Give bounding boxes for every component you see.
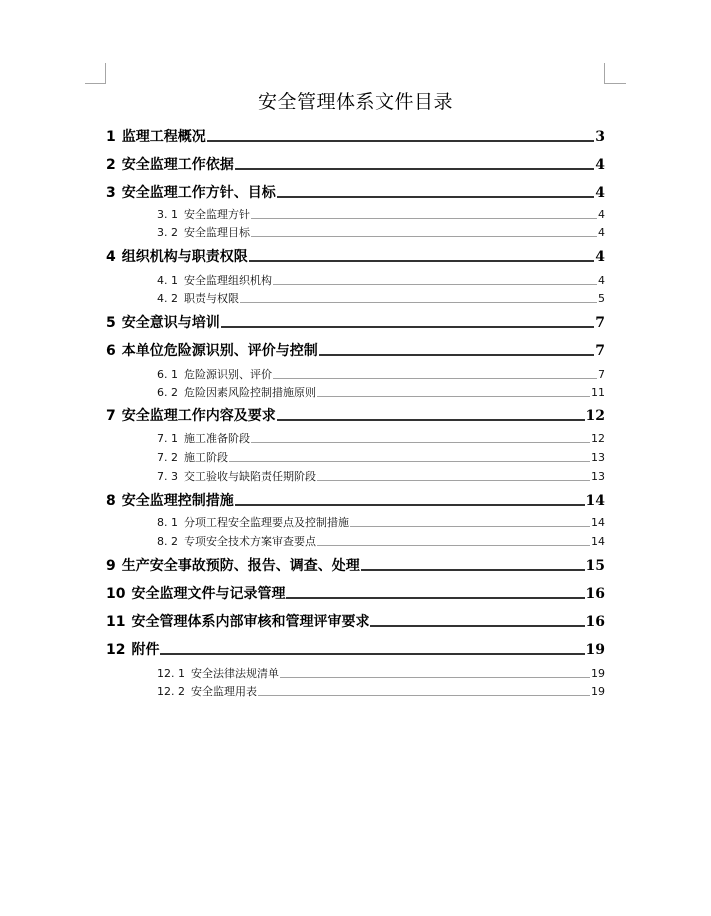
page-title: 安全管理体系文件目录: [257, 91, 453, 113]
dot-leader: [251, 442, 590, 443]
toc-entry-page-number[interactable]: 4: [595, 185, 605, 201]
toc-entry-label[interactable]: 本单位危险源识别、评价与控制: [121, 343, 318, 359]
toc-entry-level1[interactable]: [106, 406, 605, 426]
toc-entry-level2[interactable]: [157, 225, 605, 241]
toc-entry-number: 12. 1: [157, 667, 185, 680]
toc-entry-page-number[interactable]: 4: [598, 274, 605, 287]
toc-entry-number: 4: [106, 249, 116, 265]
toc-entry-page-number[interactable]: 7: [595, 315, 605, 331]
toc-entry-level2[interactable]: [157, 534, 605, 550]
dot-leader: [317, 396, 590, 397]
dot-leader: [160, 653, 584, 655]
toc-entry-label[interactable]: 专项安全技术方案审查要点: [184, 535, 316, 548]
toc-entry-number: 8. 2: [157, 535, 178, 548]
toc-entry-number: 12: [106, 642, 126, 658]
toc-entry-page-number[interactable]: 13: [591, 451, 605, 464]
toc-entry-number: 3. 1: [157, 208, 178, 221]
toc-entry-level2[interactable]: [157, 469, 605, 485]
toc-entry-label[interactable]: 组织机构与职责权限: [121, 249, 248, 265]
toc-entry-level2[interactable]: [157, 273, 605, 289]
toc-entry-label[interactable]: 安全监理工作依据: [121, 157, 234, 173]
toc-entry-level1[interactable]: [106, 341, 605, 361]
toc-entry-page-number[interactable]: 7: [598, 368, 605, 381]
dot-leader: [273, 378, 597, 379]
toc-entry-number: 6. 1: [157, 368, 178, 381]
toc-entry-level2[interactable]: [157, 367, 605, 383]
toc-entry-label[interactable]: 安全监理方针: [184, 208, 250, 221]
toc-entry-label[interactable]: 安全监理工作内容及要求: [121, 408, 276, 424]
toc-entry-page-number[interactable]: 16: [585, 586, 605, 602]
dot-leader: [317, 545, 590, 546]
toc-entry-page-number[interactable]: 4: [598, 208, 605, 221]
toc-entry-label[interactable]: 安全监理用表: [191, 685, 257, 698]
toc-entry-page-number[interactable]: 7: [595, 343, 605, 359]
toc-entry-number: 6. 2: [157, 386, 178, 399]
dot-leader: [249, 260, 595, 262]
toc-entry-label[interactable]: 安全管理体系内部审核和管理评审要求: [131, 614, 370, 630]
toc-entry-number: 4. 2: [157, 292, 178, 305]
toc-entry-page-number[interactable]: 12: [591, 432, 605, 445]
toc-entry-page-number[interactable]: 12: [585, 408, 605, 424]
toc-entry-page-number[interactable]: 5: [598, 292, 605, 305]
toc-entry-label[interactable]: 分项工程安全监理要点及控制措施: [184, 516, 349, 529]
toc-entry-page-number[interactable]: 14: [591, 535, 605, 548]
toc-entry-page-number[interactable]: 4: [595, 157, 605, 173]
toc-entry-page-number[interactable]: 4: [598, 226, 605, 239]
toc-entry-label[interactable]: 交工验收与缺陷责任期阶段: [184, 470, 316, 483]
toc-entry-page-number[interactable]: 19: [591, 667, 605, 680]
toc-entry-page-number[interactable]: 3: [595, 129, 605, 145]
dot-leader: [235, 504, 585, 506]
dot-leader: [280, 677, 590, 678]
toc-entry-number: 7. 3: [157, 470, 178, 483]
toc-entry-level2[interactable]: [157, 684, 605, 700]
toc-entry-label[interactable]: 危险因素风险控制措施原则: [184, 386, 316, 399]
toc-entry-level1[interactable]: [106, 556, 605, 576]
toc-entry-label[interactable]: 安全法律法规清单: [191, 667, 279, 680]
dot-leader: [207, 140, 595, 142]
toc-entry-level1[interactable]: [106, 127, 605, 147]
dot-leader: [317, 480, 590, 481]
dot-leader: [277, 419, 585, 421]
toc-entry-level2[interactable]: [157, 515, 605, 531]
toc-entry-page-number[interactable]: 14: [591, 516, 605, 529]
dot-leader: [240, 302, 597, 303]
toc-entry-number: 1: [106, 129, 116, 145]
dot-leader: [370, 625, 584, 627]
dot-leader: [235, 168, 595, 170]
toc-entry-label[interactable]: 安全监理工作方针、目标: [121, 185, 276, 201]
toc-entry-number: 9: [106, 558, 116, 574]
toc-entry-number: 3. 2: [157, 226, 178, 239]
dot-leader: [273, 284, 597, 285]
dot-leader: [251, 218, 597, 219]
toc-entry-page-number[interactable]: 15: [585, 558, 605, 574]
toc-entry-level1[interactable]: [106, 247, 605, 267]
toc-entry-level2[interactable]: [157, 450, 605, 466]
toc-entry-number: 6: [106, 343, 116, 359]
toc-entry-page-number[interactable]: 14: [585, 493, 605, 509]
toc-entry-label[interactable]: 安全监理目标: [184, 226, 250, 239]
toc-entry-label[interactable]: 生产安全事故预防、报告、调查、处理: [121, 558, 360, 574]
toc-entry-level2[interactable]: [157, 385, 605, 401]
toc-entry-level1[interactable]: [106, 155, 605, 175]
toc-entry-page-number[interactable]: 16: [585, 614, 605, 630]
toc-entry-number: 2: [106, 157, 116, 173]
toc-entry-level1[interactable]: [106, 584, 605, 604]
toc-entry-level1[interactable]: [106, 491, 605, 511]
toc-entry-page-number[interactable]: 19: [585, 642, 605, 658]
toc-entry-number: 8. 1: [157, 516, 178, 529]
toc-entry-label[interactable]: 监理工程概况: [121, 129, 206, 145]
toc-entry-level1[interactable]: [106, 313, 605, 333]
toc-entry-number: 12. 2: [157, 685, 185, 698]
toc-entry-label[interactable]: 附件: [131, 642, 160, 658]
toc-entry-page-number[interactable]: 11: [591, 386, 605, 399]
dot-leader: [277, 196, 595, 198]
dot-leader: [286, 597, 584, 599]
toc-entry-label[interactable]: 职责与权限: [184, 292, 239, 305]
toc-entry-number: 7. 2: [157, 451, 178, 464]
toc-entry-label[interactable]: 安全监理文件与记录管理: [131, 586, 286, 602]
dot-leader: [361, 569, 585, 571]
toc-entry-level2[interactable]: [157, 431, 605, 447]
toc-entry-number: 11: [106, 614, 126, 630]
toc-entry-number: 3: [106, 185, 116, 201]
dot-leader: [319, 354, 595, 356]
toc-entry-label[interactable]: 安全监理组织机构: [184, 274, 272, 287]
dot-leader: [258, 695, 590, 696]
toc-entry-number: 7: [106, 408, 116, 424]
dot-leader: [251, 236, 597, 237]
toc-entry-number: 7. 1: [157, 432, 178, 445]
toc-entry-label[interactable]: 安全意识与培训: [121, 315, 220, 331]
dot-leader: [350, 526, 590, 527]
dot-leader: [229, 461, 590, 462]
toc-entry-level1[interactable]: [106, 183, 605, 203]
toc-entry-level2[interactable]: [157, 207, 605, 223]
toc-entry-page-number[interactable]: 19: [591, 685, 605, 698]
toc-entry-number: 5: [106, 315, 116, 331]
toc-entry-level1[interactable]: [106, 640, 605, 660]
toc-entry-level2[interactable]: [157, 291, 605, 307]
toc-entry-level2[interactable]: [157, 666, 605, 682]
toc-entry-level1[interactable]: [106, 612, 605, 632]
toc-entry-number: 8: [106, 493, 116, 509]
dot-leader: [221, 326, 595, 328]
toc-entry-label[interactable]: 安全监理控制措施: [121, 493, 234, 509]
toc-entry-label[interactable]: 施工准备阶段: [184, 432, 250, 445]
toc-entry-number: 4. 1: [157, 274, 178, 287]
toc-entry-number: 10: [106, 586, 126, 602]
toc-entry-page-number[interactable]: 4: [595, 249, 605, 265]
toc-entry-label[interactable]: 危险源识别、评价: [184, 368, 272, 381]
toc-entry-page-number[interactable]: 13: [591, 470, 605, 483]
toc-entry-label[interactable]: 施工阶段: [184, 451, 228, 464]
